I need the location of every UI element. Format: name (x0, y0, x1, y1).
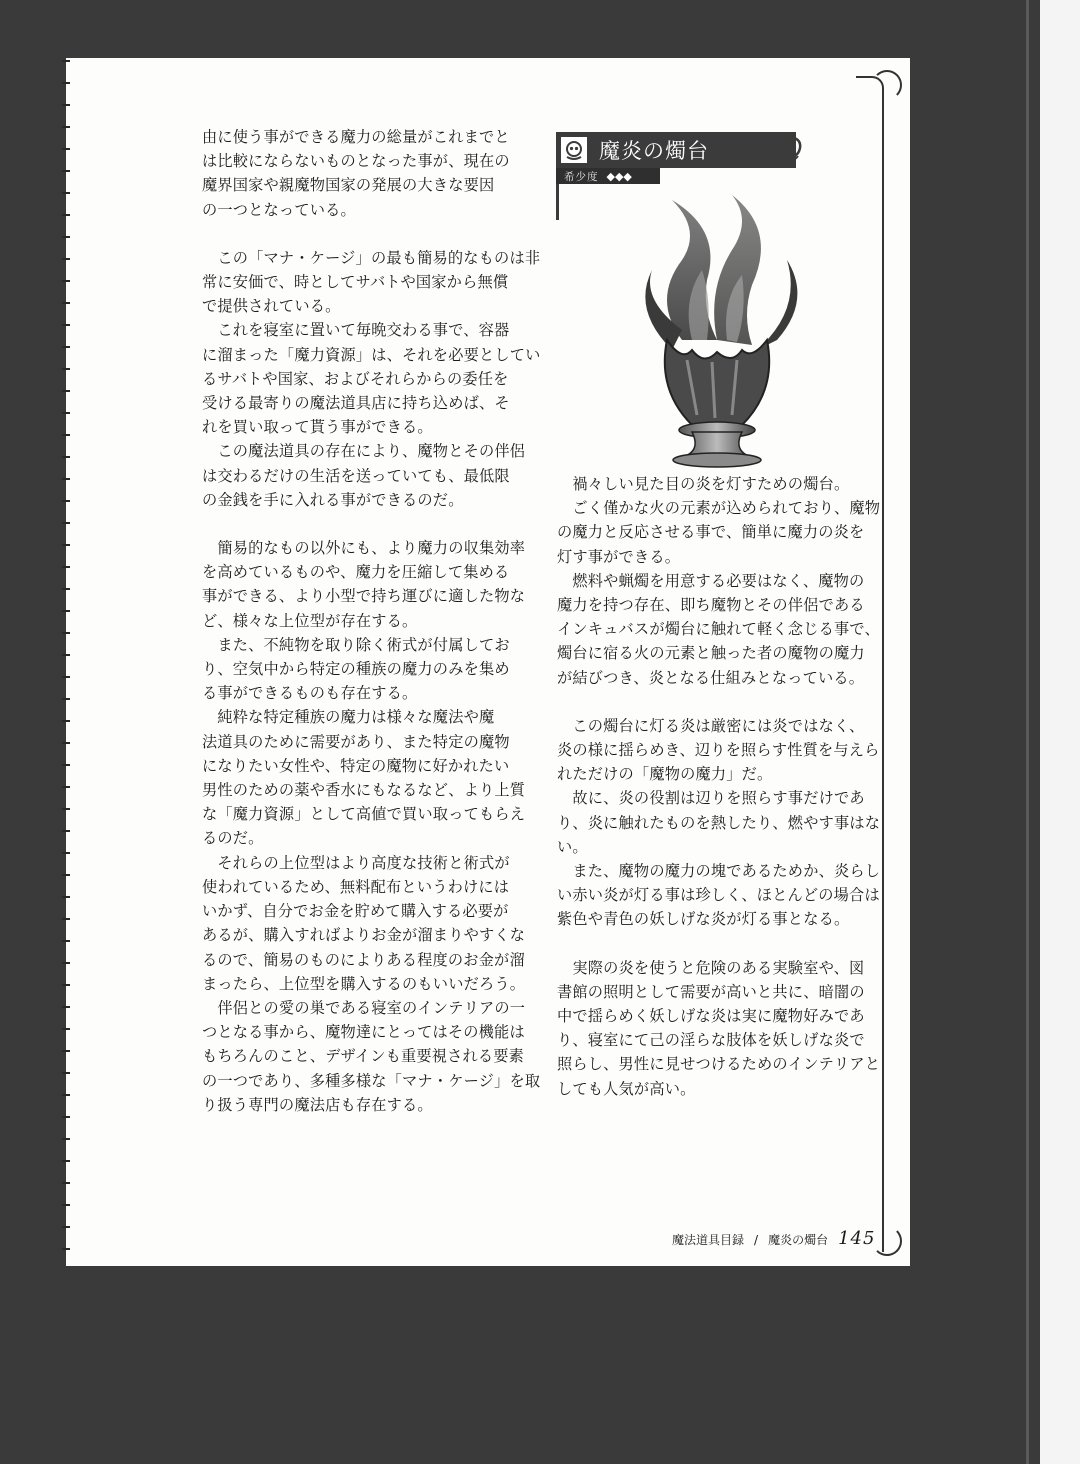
text-line: 禍々しい見た目の炎を灯すための燭台。 (557, 475, 850, 493)
text-line: ど、様々な上位型が存在する。 (202, 611, 418, 630)
text-line: 受ける最寄りの魔法道具店に持ち込めば、そ (202, 394, 510, 413)
header-side-line (556, 184, 559, 220)
scanner-right-strip (1040, 0, 1080, 1464)
text-line: これを寝室に置いて毎晩交わる事で、容器 (202, 321, 510, 340)
text-line: 燃料や蝋燭を用意する必要はなく、魔物の (557, 571, 865, 590)
text-line: れを買い取って貰う事ができる。 (202, 418, 433, 437)
text-line: また、魔物の魔力の塊であるためか、炎らし (557, 862, 881, 881)
frame-ornament-top (872, 70, 902, 100)
text-line: ごく僅かな火の元素が込められており、魔物 (557, 499, 881, 518)
text-line: また、不純物を取り除く術式が付属してお (202, 635, 510, 654)
text-line: い。 (557, 837, 588, 856)
text-line: 伴侶との愛の巣である寝室のインテリアの一 (202, 998, 526, 1017)
rarity-label: 希少度 (564, 170, 599, 183)
text-line: に溜まった「魔力資源」は、それを必要としてい (202, 345, 541, 364)
text-line: しても人気が高い。 (557, 1079, 696, 1098)
rarity-gems: ◆◆◆ (606, 169, 632, 183)
text-line: まったら、上位型を購入するのもいいだろう。 (202, 974, 526, 993)
text-line: の一つとなっている。 (202, 200, 356, 219)
text-line (202, 222, 532, 246)
text-line (202, 512, 532, 536)
text-line: の一つであり、多種多様な「マナ・ケージ」を取 (202, 1071, 541, 1090)
text-line: インキュバスが燭台に触れて軽く念じる事で、 (557, 620, 880, 639)
text-line: つとなる事から、魔物達にとってはその機能は (202, 1023, 525, 1042)
text-line: 書館の照明として需要が高いと共に、暗闇の (557, 982, 865, 1001)
text-line: るのだ。 (202, 829, 264, 848)
right-text-column (557, 472, 881, 1101)
skull-emblem-icon (559, 135, 589, 165)
item-header (556, 132, 796, 168)
page-footer (672, 1228, 875, 1250)
text-line: 故に、炎の役割は辺りを照らす事だけであ (557, 789, 865, 808)
text-line: は比較にならないものとなった事が、現在の (202, 152, 510, 171)
text-line: の金銭を手に入れる事ができるのだ。 (202, 490, 464, 509)
footer-section: 魔法道具目録 (672, 1233, 745, 1247)
text-line: な「魔力資源」として高値で買い取ってもらえ (202, 805, 526, 824)
text-line: り、空気中から特定の種族の魔力のみを集め (202, 660, 510, 679)
text-line: 簡易的なもの以外にも、より魔力の収集効率 (202, 539, 526, 558)
header-scroll-ornament (780, 134, 806, 164)
rarity-bar (556, 168, 660, 184)
text-line: 法道具のために需要があり、また特定の魔物 (202, 732, 510, 751)
text-line: い赤い炎が灯る事は珍しく、ほとんどの場合は (557, 886, 880, 905)
text-line: で提供されている。 (202, 297, 341, 316)
text-line: 常に安価で、時としてサバトや国家から無償 (202, 273, 509, 292)
text-line (557, 932, 877, 956)
text-line (557, 690, 877, 714)
left-text-column (202, 125, 541, 1117)
text-line: この魔法道具の存在により、魔物とその伴侶 (202, 442, 526, 461)
text-line: 使われているため、無料配布というわけには (202, 877, 510, 896)
text-line: を高めているものや、魔力を圧縮して集める (202, 563, 510, 582)
text-line: この「マナ・ケージ」の最も簡易的なものは非 (202, 248, 541, 267)
perforated-edge (62, 60, 70, 1260)
text-line: 燭台に宿る火の元素と触った者の魔物の魔力 (557, 644, 865, 663)
text-line: 実際の炎を使うと危険のある実験室や、図 (557, 958, 865, 977)
footer-item: 魔炎の燭台 (768, 1233, 829, 1247)
text-line: 炎の様に揺らめき、辺りを照らす性質を与えら (557, 741, 880, 760)
text-line: の魔力と反応させる事で、簡単に魔力の炎を (557, 523, 865, 542)
text-line: 灯す事ができる。 (557, 547, 681, 566)
text-line: は交わるだけの生活を送っていても、最低限 (202, 466, 510, 485)
text-line: り、寝室にて己の淫らな肢体を妖しげな炎で (557, 1031, 865, 1050)
text-line: 純粋な特定種族の魔力は様々な魔法や魔 (202, 708, 495, 727)
text-line: 魔界国家や親魔物国家の発展の大きな要因 (202, 176, 495, 195)
scanner-edge-line (1026, 0, 1029, 1464)
text-line: るサバトや国家、およびそれらからの委任を (202, 369, 509, 388)
text-line: 魔力を持つ存在、即ち魔物とその伴侶である (557, 596, 865, 615)
text-line: が結びつき、炎となる仕組みとなっている。 (557, 668, 865, 687)
text-line: それらの上位型はより高度な技術と術式が (202, 853, 510, 872)
text-line: れただけの「魔物の魔力」だ。 (557, 765, 773, 784)
text-line: 事ができる、より小型で持ち運びに適した物な (202, 587, 526, 606)
text-line: り、炎に触れたものを熱したり、燃やす事はな (557, 813, 881, 832)
text-line: もちろんのこと、デザインも重要視される要素 (202, 1047, 525, 1066)
text-line: あるが、購入すればよりお金が溜まりやすくな (202, 926, 526, 945)
footer-separator: / (754, 1233, 759, 1247)
text-line: になりたい女性や、特定の魔物に好かれたい (202, 756, 510, 775)
text-line: 紫色や青色の妖しげな炎が灯る事となる。 (557, 910, 850, 929)
text-line: り扱う専門の魔法店も存在する。 (202, 1095, 433, 1114)
page-number: 145 (838, 1228, 876, 1249)
text-line: 男性のための薬や香水にもなるなど、より上質 (202, 781, 526, 800)
text-line: る事ができるものも存在する。 (202, 684, 418, 703)
text-line: いかず、自分でお金を貯めて購入する必要が (202, 902, 509, 921)
text-line: るので、簡易のものによりある程度のお金が溜 (202, 950, 525, 969)
item-title: 魔炎の燭台 (599, 139, 709, 163)
text-line: 照らし、男性に見せつけるためのインテリアと (557, 1055, 881, 1074)
text-line: 中で揺らめく妖しげな炎は実に魔物好みであ (557, 1007, 865, 1026)
text-line: 由に使う事ができる魔力の総量がこれまでと (202, 128, 510, 146)
text-line: この燭台に灯る炎は厳密には炎ではなく、 (557, 716, 865, 735)
frame-ornament-bottom (872, 1226, 902, 1256)
flame-candlestick-illustration (612, 190, 822, 470)
